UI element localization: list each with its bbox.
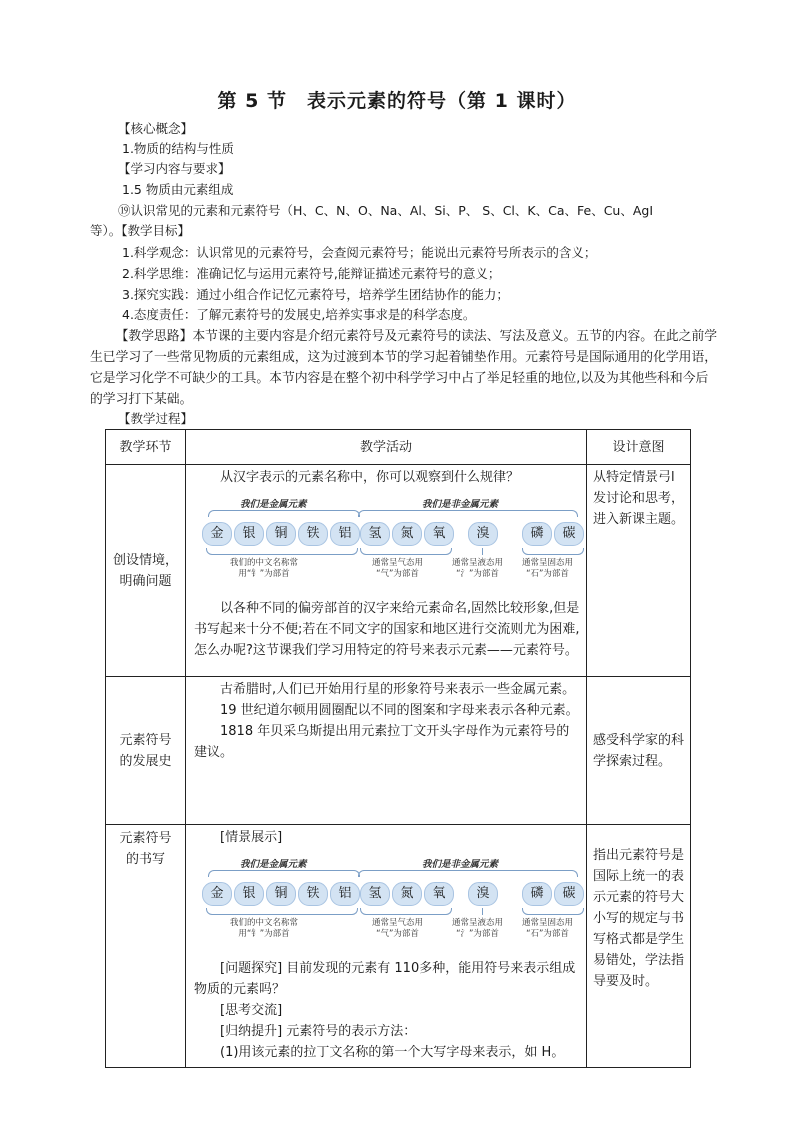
element-bubble: 金: [202, 522, 232, 546]
objective-4: 4.态度责任：了解元素符号的发展史,培养实事求是的科学态度。: [122, 307, 476, 322]
note-liquid: 通常呈液态用 “氵”为部首: [452, 558, 504, 579]
element-radical-diagram: [200, 852, 586, 952]
element-bubble: 银: [234, 522, 264, 546]
nonmetal-brace: [358, 510, 578, 517]
note-gas: 通常呈气态用 “气”为部首: [372, 918, 424, 939]
content-requirements-line1: ⑲认识常见的元素和元素符号（H、C、N、O、Na、Al、Si、P、 S、Cl、K、Ca、Fe、Cu、AgI: [118, 203, 654, 218]
metal-brace: [208, 510, 360, 517]
note-gas: 通常呈气态用 “气”为部首: [372, 558, 424, 579]
objective-1: 1.科学观念：认识常见的元素符号，会查阅元素符号；能说出元素符号所表示的含义；: [122, 245, 597, 260]
element-bubble: 氢: [360, 522, 390, 546]
stage-label: 元素符号的书写: [119, 831, 172, 867]
note-solid: 通常呈固态用 “石”为部首: [522, 558, 574, 579]
objective-3: 3.探究实践：通过小组合作记忆元素符号，培养学生团结协作的能力；: [122, 287, 509, 302]
history-p3: 1818 年贝采乌斯提出用元素拉丁文开头字母作为元素符号的建议。: [194, 724, 570, 760]
nonmetal-brace: [358, 870, 578, 877]
element-bubble: 溴: [468, 882, 498, 906]
solid-under-brace: [522, 908, 584, 915]
nonmetal-caption: 我们是非金属元素: [422, 499, 499, 510]
note-metal: 我们的中文名称常 用“钅”为部首: [230, 558, 299, 579]
page-title: 第 5 节 表示元素的符号（第 1 课时）: [217, 90, 577, 112]
table-row: [106, 825, 691, 1068]
element-bubble: 氢: [360, 882, 390, 906]
note-metal: 我们的中文名称常 用“钅”为部首: [230, 918, 299, 939]
element-bubble: 氧: [424, 882, 454, 906]
objective-2: 2.科学思维：准确记忆与运用元素符号,能辩证描述元素符号的意义；: [122, 266, 501, 281]
header-stage: 教学环节: [106, 430, 186, 465]
activity-cell: [186, 677, 587, 825]
intent-cell: 感受科学家的科学探索过程。: [587, 677, 691, 825]
intent-cell: 指出元素符号是国际上统一的表示元素的符号大小写的规定与书写格式都是学生易错处，学法指导要及时。: [587, 825, 691, 1068]
history-p2: 19 世纪道尔顿用圆圈配以不同的图案和字母来表示各种元素。: [220, 703, 579, 718]
metal-brace: [208, 870, 360, 877]
liquid-connector: [482, 548, 483, 555]
summary-text: [归纳提升] 元素符号的表示方法：: [220, 1024, 417, 1039]
stage-label: 元素符号的发展史: [119, 732, 172, 769]
element-bubble: 铝: [330, 882, 360, 906]
think-label: [思考交流]: [220, 1003, 283, 1018]
question-text: [问题探究] 目前发现的元素有 110多种，能用符号来表示组成物质的元素吗？: [194, 961, 576, 997]
header-intent: 设计意图: [587, 430, 691, 465]
table-row: [106, 465, 691, 677]
teaching-process-table: [105, 429, 691, 1068]
element-bubble: 碳: [554, 522, 584, 546]
core-concept-item: 1.物质的结构与性质: [122, 141, 234, 156]
gas-under-brace: [360, 548, 452, 555]
element-bubble: 氧: [424, 522, 454, 546]
teaching-idea: 【教学思路】本节课的主要内容是介绍元素符号及元素符号的读法、写法及意义。五节的内容。在此之前学生已学习了一些常见物质的元素组成，这为过渡到本节的学习起着铺垫作用。元素符号是国际通用的化学用语，它是学习化学不可缺少的工具。本节内容是在整个初中科学学习中占了举足轻重的地位,以及为其他些科和今后的学习打下某础。: [90, 329, 718, 407]
activity-after: 以各种不同的偏旁部首的汉字来给元素命名,固然比较形象,但是书写起来十分不便;若在不同文字的国家和地区进行交流则尤为困难,怎么办呢?这节课我们学习用特定的符号来表示元素——元素符号。: [194, 601, 580, 658]
element-bubble: 氮: [392, 882, 422, 906]
element-bubble: 铜: [266, 882, 296, 906]
metal-caption: 我们是金属元素: [240, 499, 307, 510]
header-activity: 教学活动: [186, 430, 587, 465]
liquid-connector: [482, 908, 483, 915]
nonmetal-caption: 我们是非金属元素: [422, 859, 499, 870]
element-radical-diagram: [200, 492, 586, 592]
scene-label: [情景展示]: [220, 830, 283, 845]
element-bubble: 铁: [298, 882, 328, 906]
history-p1: 古希腊时,人们已开始用行星的形象符号来表示一些金属元素。: [220, 682, 576, 697]
stage-label: 创设情境，明确问题: [113, 552, 179, 589]
note-solid: 通常呈固态用 “石”为部首: [522, 918, 574, 939]
element-bubble: 碳: [554, 882, 584, 906]
stage-cell: [106, 465, 186, 677]
element-bubble: 磷: [522, 882, 552, 906]
element-bubble: 金: [202, 882, 232, 906]
element-bubble: 溴: [468, 522, 498, 546]
gas-under-brace: [360, 908, 452, 915]
metal-under-brace: [206, 908, 358, 915]
content-requirements-heading: 【学习内容与要求】: [118, 161, 231, 176]
solid-under-brace: [522, 548, 584, 555]
process-heading: 【教学过程】: [118, 411, 194, 426]
rule-1-text: (1)用该元素的拉丁文名称的第一个大写字母来表示，如 H。: [220, 1045, 565, 1060]
table-row: [106, 677, 691, 825]
activity-cell: [186, 465, 587, 677]
element-bubble: 铜: [266, 522, 296, 546]
content-requirements-item: 1.5 物质由元素组成: [122, 182, 234, 197]
stage-cell: [106, 677, 186, 825]
metal-caption: 我们是金属元素: [240, 859, 307, 870]
element-bubble: 磷: [522, 522, 552, 546]
element-bubble: 氮: [392, 522, 422, 546]
content-requirements-line2: 等）。【教学目标】: [90, 223, 191, 238]
activity-intro: 从汉字表示的元素名称中，你可以观察到什么规律？: [220, 470, 520, 485]
element-bubble: 银: [234, 882, 264, 906]
intent-cell: 从特定情景弓l发讨论和思考，进入新课主题。: [587, 465, 691, 677]
table-header-row: [106, 430, 691, 465]
element-bubble: 铁: [298, 522, 328, 546]
stage-cell: [106, 825, 186, 1068]
core-concept-heading: 【核心概念】: [118, 121, 194, 136]
activity-cell: [186, 825, 587, 1068]
note-liquid: 通常呈液态用 “氵”为部首: [452, 918, 504, 939]
metal-under-brace: [206, 548, 358, 555]
element-bubble: 铝: [330, 522, 360, 546]
